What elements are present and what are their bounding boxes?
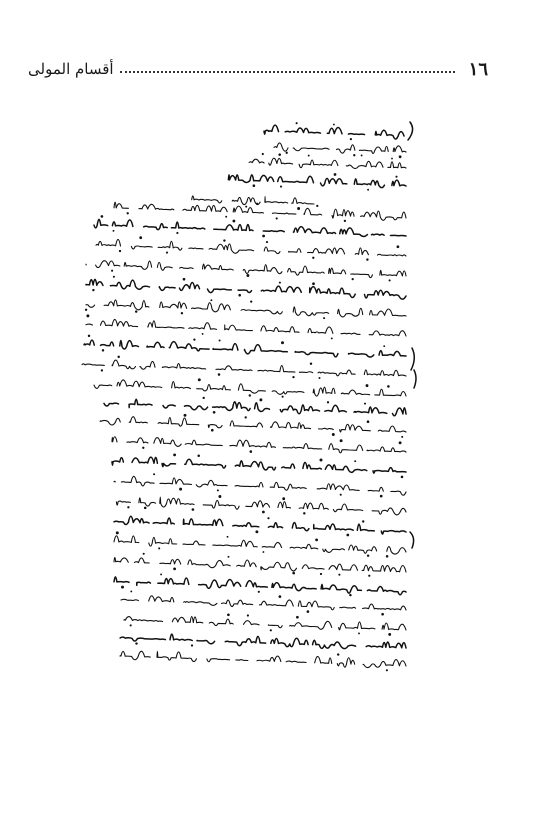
ink-dot — [366, 258, 368, 260]
handwriting-stroke — [86, 319, 406, 336]
ink-dot — [218, 495, 221, 498]
ink-dot — [338, 574, 340, 576]
manuscript-line — [121, 590, 406, 615]
ink-dot — [197, 454, 200, 457]
manuscript-line — [94, 378, 406, 397]
ink-dot — [401, 476, 404, 479]
handwriting-stroke — [114, 516, 406, 534]
ink-dot — [352, 278, 354, 280]
handwriting-stroke — [124, 617, 406, 630]
ink-dot — [281, 341, 284, 344]
ink-dot — [395, 176, 397, 178]
ink-dot — [259, 398, 262, 401]
ink-dot — [266, 241, 268, 243]
margin-mark — [408, 122, 413, 140]
ink-dot — [367, 554, 369, 556]
ink-dot — [262, 551, 264, 553]
ink-dot — [217, 489, 219, 491]
handwriting-stroke — [114, 557, 406, 572]
ink-dot — [223, 239, 225, 241]
ink-dot — [279, 282, 281, 284]
manuscript-line — [114, 553, 406, 577]
ink-dot — [389, 279, 391, 281]
handwriting-stroke — [114, 536, 406, 554]
ink-dot — [227, 536, 229, 538]
ink-dot — [346, 534, 349, 537]
ink-dot — [127, 506, 129, 508]
ink-dot — [361, 154, 363, 156]
ink-dot — [276, 217, 278, 219]
ink-dot — [246, 274, 249, 277]
ink-dot — [142, 447, 144, 449]
ink-dot — [210, 299, 212, 301]
ink-dot — [312, 282, 315, 285]
handwriting-stroke — [264, 125, 404, 139]
ink-dot — [166, 252, 168, 254]
ink-dot — [380, 495, 383, 498]
ink-dot — [225, 216, 227, 218]
ink-dot — [383, 345, 385, 347]
ink-dot — [121, 586, 124, 589]
ink-dot — [245, 416, 247, 418]
manuscript-line — [86, 314, 406, 339]
manuscript-line — [104, 397, 406, 416]
ink-dot — [250, 450, 253, 453]
ink-dot — [184, 414, 187, 417]
ink-dot — [333, 124, 335, 126]
handwriting-stroke — [120, 651, 406, 667]
header-leader-dots — [120, 71, 455, 73]
ink-dot — [303, 512, 305, 514]
ink-dot — [282, 497, 285, 500]
ink-dot — [315, 539, 318, 542]
manuscript-line — [120, 651, 406, 671]
manuscript-line — [264, 122, 404, 140]
ink-dot — [279, 595, 282, 598]
manuscript-line — [274, 143, 406, 158]
ink-dot — [297, 207, 300, 210]
manuscript-line — [112, 454, 406, 479]
ink-dot — [358, 632, 360, 634]
ink-dot — [102, 349, 104, 351]
handwriting-stroke — [82, 360, 406, 376]
ink-dot — [238, 294, 241, 297]
manuscript-line — [124, 613, 406, 635]
handwriting-stroke — [86, 261, 406, 278]
ink-dot — [367, 420, 370, 423]
ink-dot — [316, 205, 318, 207]
ink-dot — [228, 556, 230, 558]
ink-dot — [176, 232, 178, 234]
ink-dot — [312, 257, 314, 259]
ink-dot — [153, 473, 155, 475]
handwritten-manuscript-scan — [34, 108, 520, 768]
ink-dot — [364, 403, 366, 405]
ink-dot — [308, 155, 310, 157]
ink-dot — [280, 186, 282, 188]
handwriting-stroke — [100, 417, 406, 432]
manuscript-line — [82, 356, 406, 379]
ink-dot — [391, 158, 393, 160]
ink-dot — [282, 396, 284, 398]
ink-dot — [267, 517, 269, 519]
ink-dot — [113, 230, 115, 232]
ink-dot — [344, 220, 346, 222]
ink-dot — [218, 373, 221, 376]
ink-dot — [139, 236, 142, 239]
handwriting-stroke — [86, 300, 406, 317]
ink-dot — [202, 333, 204, 335]
manuscript-line — [96, 236, 406, 261]
ink-dot — [247, 614, 249, 616]
page-header — [28, 58, 488, 80]
ink-dot — [85, 309, 87, 311]
ink-dot — [320, 573, 322, 575]
ink-dot — [292, 572, 295, 575]
manuscript-line — [86, 276, 406, 299]
ink-dot — [296, 616, 299, 619]
ink-dot — [258, 591, 260, 593]
manuscript-line — [228, 173, 406, 191]
manuscript-line — [112, 437, 406, 453]
ink-dot — [181, 312, 183, 314]
ink-dot — [262, 153, 264, 155]
ink-dot — [203, 397, 205, 399]
ink-dot — [349, 594, 351, 596]
margin-mark — [410, 532, 414, 548]
ink-dot — [332, 433, 335, 436]
ink-dot — [192, 508, 195, 511]
ink-dot — [227, 613, 230, 616]
ink-dot — [307, 610, 310, 613]
ink-dot — [253, 184, 256, 187]
handwriting-stroke — [112, 437, 406, 453]
manuscript-line — [86, 261, 406, 282]
handwriting-stroke — [112, 457, 406, 473]
ink-dot — [111, 270, 113, 272]
ink-dot — [127, 212, 129, 214]
handwriting-stroke — [104, 399, 406, 416]
margin-mark — [414, 370, 416, 388]
ink-dot — [179, 488, 182, 491]
ink-dot — [386, 555, 389, 558]
ink-dot — [270, 629, 272, 631]
ink-dot — [327, 401, 329, 403]
ink-dot — [130, 624, 132, 626]
ink-dot — [337, 653, 339, 655]
ink-dot — [245, 206, 247, 208]
handwriting-stroke — [86, 279, 406, 299]
ink-dot — [331, 337, 333, 339]
ink-dot — [213, 411, 216, 414]
page-number: ١٦ — [468, 58, 488, 80]
ink-dot — [173, 568, 176, 571]
ink-dot — [362, 520, 364, 522]
handwriting-stroke — [116, 497, 406, 515]
ink-dot — [366, 384, 369, 387]
manuscript-line — [114, 202, 406, 222]
manuscript-line — [85, 299, 406, 319]
manuscript-line — [100, 414, 406, 438]
ink-dot — [367, 189, 369, 191]
ink-dot — [88, 335, 90, 337]
ink-dot — [286, 152, 288, 154]
ink-dot — [397, 245, 400, 248]
manuscript-line — [94, 215, 406, 237]
ink-dot — [183, 278, 186, 281]
handwriting-stroke — [114, 476, 406, 495]
handwriting-stroke — [249, 158, 406, 168]
ink-dot — [323, 317, 325, 319]
handwriting-stroke — [94, 219, 406, 236]
ink-dot — [173, 454, 176, 457]
manuscript-line — [114, 516, 406, 536]
handwriting-stroke — [120, 634, 406, 649]
ink-dot — [340, 494, 342, 496]
ink-dot — [130, 590, 132, 592]
manuscript-line — [114, 573, 406, 596]
ink-dot — [250, 300, 252, 302]
manuscript-image — [34, 108, 520, 768]
running-title: أقسام المولى — [28, 60, 114, 78]
handwriting-stroke — [94, 380, 406, 396]
ink-dot — [262, 511, 265, 514]
ink-dot — [117, 356, 119, 358]
ink-dot — [249, 394, 251, 396]
ink-dot — [198, 378, 201, 381]
ink-dot — [354, 460, 356, 462]
ink-dot — [135, 310, 137, 312]
ink-dot — [119, 250, 121, 252]
handwriting-stroke — [84, 340, 406, 357]
handwriting-stroke — [274, 143, 406, 154]
margin-mark — [411, 348, 414, 370]
ink-dot — [144, 507, 147, 510]
ink-dot — [193, 338, 195, 340]
ink-dot — [191, 644, 193, 646]
ink-dot — [401, 436, 403, 438]
ink-dot — [158, 547, 160, 549]
ink-dot — [262, 235, 265, 238]
ink-dot — [292, 376, 294, 378]
ink-dot — [387, 385, 390, 388]
ink-dot — [310, 362, 312, 364]
ink-dot — [219, 340, 221, 342]
handwriting-stroke — [192, 196, 314, 205]
ink-dot — [319, 377, 321, 379]
ink-dot — [399, 155, 402, 158]
ink-dot — [340, 439, 343, 442]
ink-dot — [399, 441, 402, 444]
ink-dot — [211, 429, 214, 432]
ink-dot — [101, 369, 103, 371]
manuscript-line — [249, 153, 406, 169]
ink-dot — [296, 122, 298, 124]
ink-dot — [381, 613, 384, 616]
ink-dot — [256, 203, 258, 205]
ink-dot — [350, 138, 352, 140]
ink-dot — [143, 553, 145, 555]
handwriting-stroke — [96, 239, 406, 256]
ink-dot — [232, 220, 235, 223]
ink-dot — [278, 153, 281, 156]
ink-dot — [92, 289, 94, 291]
ink-dot — [116, 531, 119, 534]
ink-dot — [320, 459, 323, 462]
manuscript-line — [114, 531, 406, 557]
ink-dot — [160, 573, 162, 575]
ink-dot — [101, 215, 104, 218]
manuscript-line — [116, 495, 406, 515]
ink-dot — [386, 669, 388, 671]
manuscript-line — [120, 634, 406, 649]
ink-dot — [135, 642, 137, 644]
ink-dot — [113, 276, 115, 278]
ink-dot — [334, 173, 337, 176]
ink-dot — [86, 314, 89, 317]
handwriting-stroke — [114, 202, 406, 220]
ink-dot — [388, 633, 391, 636]
handwriting-stroke — [114, 577, 406, 595]
manuscript-line — [84, 335, 406, 357]
ink-dot — [368, 575, 370, 577]
ink-dot — [255, 530, 258, 533]
ink-dot — [353, 154, 355, 156]
manuscript-line — [114, 473, 406, 497]
handwriting-stroke — [121, 596, 406, 610]
